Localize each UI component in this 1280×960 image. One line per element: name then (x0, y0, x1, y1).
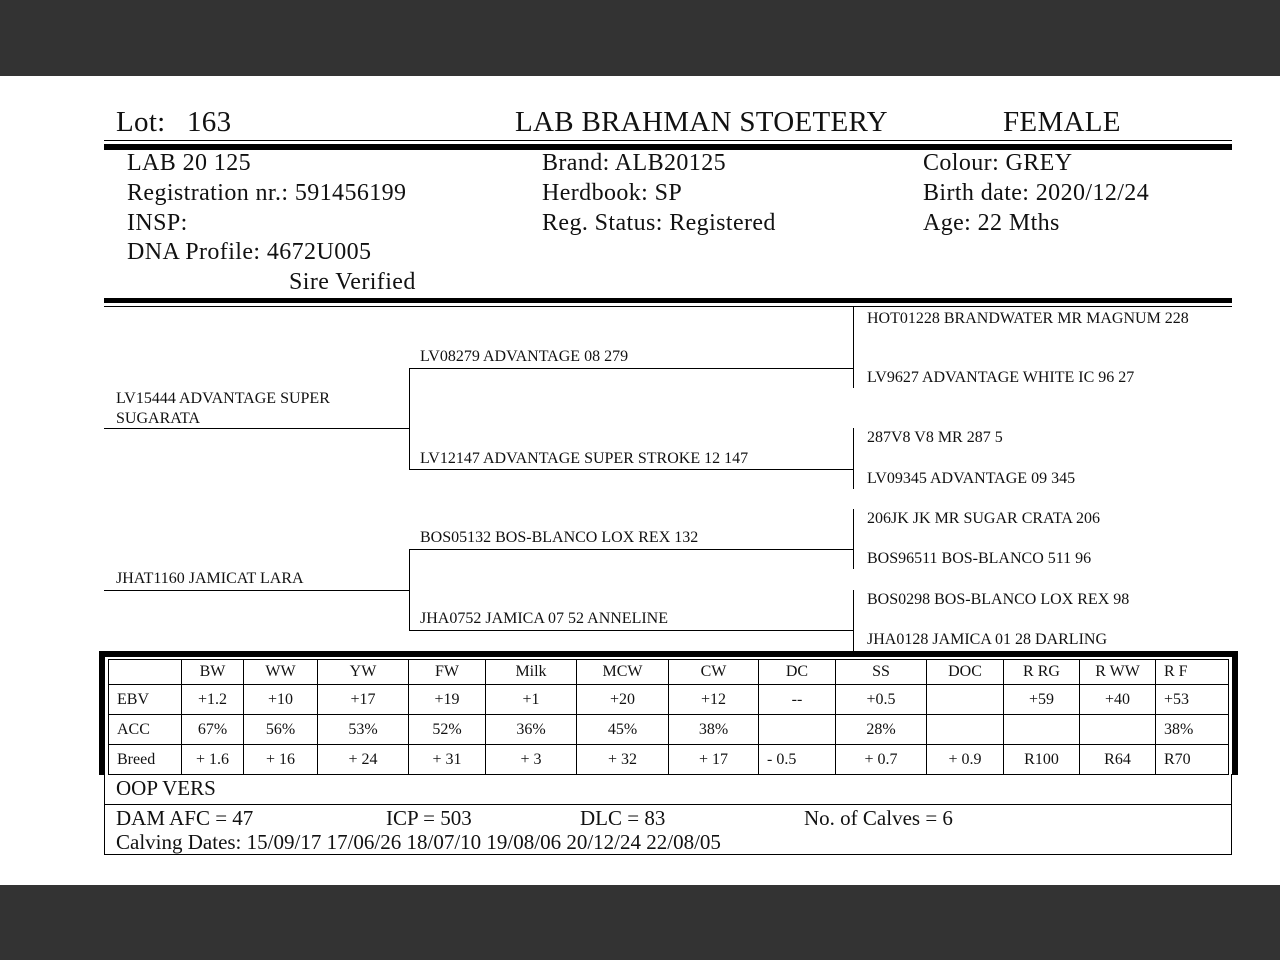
ebv-cell: +0.5 (836, 685, 927, 715)
ebv-row (109, 685, 1229, 715)
ebv-cell: R64 (1080, 745, 1156, 775)
ebv-cell: 67% (182, 715, 244, 745)
pedigree-dam-dam: JHA0752 JAMICA 07 52 ANNELINE (420, 610, 668, 627)
pedigree-ggp: LV9627 ADVANTAGE WHITE IC 96 27 (867, 369, 1135, 386)
ebv-col-header: WW (244, 660, 318, 685)
pedigree-ggp: BOS96511 BOS-BLANCO 511 96 (867, 550, 1092, 567)
ebv-cell: +1.2 (182, 685, 244, 715)
reg-status: Reg. Status: Registered (542, 210, 776, 236)
ebv-col-header: Milk (486, 660, 577, 685)
ebv-cell: + 16 (244, 745, 318, 775)
pedigree-line (104, 590, 409, 591)
pedigree-connector (853, 509, 854, 569)
ebv-row-label: EBV (109, 685, 182, 715)
ebv-cell: + 1.6 (182, 745, 244, 775)
pedigree-line (409, 549, 853, 550)
pedigree-dam: JHAT1160 JAMICAT LARA (116, 570, 304, 587)
ebv-row (109, 745, 1229, 775)
ebv-header-row (109, 660, 1229, 685)
ebv-col-header: R F (1156, 660, 1229, 685)
ebv-cell: 56% (244, 715, 318, 745)
pedigree-ggp: BOS0298 BOS-BLANCO LOX REX 98 (867, 591, 1130, 608)
pedigree-sire: LV15444 ADVANTAGE SUPER SUGARATA (116, 390, 330, 427)
ebv-frame-right (1232, 651, 1238, 775)
ebv-table (108, 659, 1229, 775)
calves-count: No. of Calves = 6 (804, 806, 953, 830)
pedigree-connector (409, 368, 410, 469)
insp-label: INSP: (127, 210, 188, 236)
ebv-col-header: FW (409, 660, 486, 685)
stud-name: LAB BRAHMAN STOETERY (515, 106, 888, 138)
ebv-cell: 38% (669, 715, 759, 745)
pedigree-sire-dam: LV12147 ADVANTAGE SUPER STROKE 12 147 (420, 450, 749, 467)
bottom-dark-bar (0, 885, 1280, 960)
calving-dates: Calving Dates: 15/09/17 17/06/26 18/07/10 19/08/06 20/12/24 22/08/05 (116, 830, 721, 854)
pedigree-dam-sire: BOS05132 BOS-BLANCO LOX REX 132 (420, 529, 699, 546)
icp-value: ICP = 503 (386, 806, 472, 830)
ebv-frame-left (99, 651, 105, 775)
ebv-col-header: DC (759, 660, 836, 685)
ebv-frame-top (99, 651, 1238, 657)
ebv-cell: 45% (577, 715, 669, 745)
lot-label: Lot: (116, 106, 166, 138)
pedigree-ggp: HOT01228 BRANDWATER MR MAGNUM 228 (867, 310, 1189, 327)
pedigree-line (409, 630, 853, 631)
ebv-cell: 38% (1156, 715, 1229, 745)
pedigree-ggp: 287V8 V8 MR 287 5 (867, 429, 1003, 446)
sire-verified: Sire Verified (289, 269, 416, 295)
ebv-col-header: R WW (1080, 660, 1156, 685)
ebv-cell (1080, 715, 1156, 745)
ebv-cell (927, 715, 1004, 745)
dlc-value: DLC = 83 (580, 806, 666, 830)
ebv-cell: 36% (486, 715, 577, 745)
ebv-cell: +53 (1156, 685, 1229, 715)
herdbook: Herdbook: SP (542, 180, 683, 206)
ebv-cell: +59 (1004, 685, 1080, 715)
pedigree-connector (853, 428, 854, 489)
pedigree-line (409, 368, 853, 369)
top-dark-bar (0, 0, 1280, 76)
ebv-col-header: SS (836, 660, 927, 685)
ebv-cell: R70 (1156, 745, 1229, 775)
info-rule-thin (104, 306, 1232, 307)
ebv-cell: + 3 (486, 745, 577, 775)
ebv-cell: +17 (318, 685, 409, 715)
ebv-col-header (109, 660, 182, 685)
footer-divider (104, 804, 1232, 805)
ebv-row (109, 715, 1229, 745)
oop-label: OOP VERS (116, 776, 216, 800)
ebv-cell: + 24 (318, 745, 409, 775)
ebv-col-header: BW (182, 660, 244, 685)
pedigree-connector (853, 590, 854, 652)
info-rule-thick (104, 298, 1232, 303)
ebv-col-header: R RG (1004, 660, 1080, 685)
ebv-row-label: ACC (109, 715, 182, 745)
ebv-col-header: YW (318, 660, 409, 685)
colour: Colour: GREY (923, 150, 1073, 176)
ebv-col-header: DOC (927, 660, 1004, 685)
ebv-cell: + 0.9 (927, 745, 1004, 775)
pedigree-line (104, 428, 409, 429)
ebv-cell: +19 (409, 685, 486, 715)
ebv-cell: R100 (1004, 745, 1080, 775)
ebv-row-label: Breed (109, 745, 182, 775)
ebv-cell: +20 (577, 685, 669, 715)
ebv-cell (927, 685, 1004, 715)
pedigree-ggp: JHA0128 JAMICA 01 28 DARLING (867, 631, 1108, 648)
brand: Brand: ALB20125 (542, 150, 726, 176)
ebv-cell: 28% (836, 715, 927, 745)
lot-number: 163 (187, 106, 232, 138)
ebv-cell (1004, 715, 1080, 745)
registration-number: Registration nr.: 591456199 (127, 180, 407, 206)
pedigree-connector (409, 549, 410, 630)
ebv-cell: +12 (669, 685, 759, 715)
ebv-cell: +40 (1080, 685, 1156, 715)
ebv-cell (759, 715, 836, 745)
ebv-cell: +10 (244, 685, 318, 715)
animal-id: LAB 20 125 (127, 150, 251, 176)
ebv-cell: 53% (318, 715, 409, 745)
ebv-cell: + 32 (577, 745, 669, 775)
ebv-cell: 52% (409, 715, 486, 745)
ebv-cell: + 0.7 (836, 745, 927, 775)
ebv-cell: + 17 (669, 745, 759, 775)
ebv-cell: +1 (486, 685, 577, 715)
ebv-cell: + 31 (409, 745, 486, 775)
age: Age: 22 Mths (923, 210, 1060, 236)
ebv-cell: - 0.5 (759, 745, 836, 775)
pedigree-ggp: LV09345 ADVANTAGE 09 345 (867, 470, 1076, 487)
pedigree-line (409, 469, 853, 470)
dam-afc: DAM AFC = 47 (116, 806, 254, 830)
pedigree-sire-sire: LV08279 ADVANTAGE 08 279 (420, 348, 629, 365)
ebv-col-header: CW (669, 660, 759, 685)
dna-profile: DNA Profile: 4672U005 (127, 239, 372, 265)
pedigree-connector (853, 307, 854, 388)
sex-label: FEMALE (1003, 106, 1121, 138)
birth-date: Birth date: 2020/12/24 (923, 180, 1150, 206)
ebv-cell: -- (759, 685, 836, 715)
header-rule-thin (104, 140, 1232, 141)
pedigree-ggp: 206JK JK MR SUGAR CRATA 206 (867, 510, 1100, 527)
ebv-col-header: MCW (577, 660, 669, 685)
